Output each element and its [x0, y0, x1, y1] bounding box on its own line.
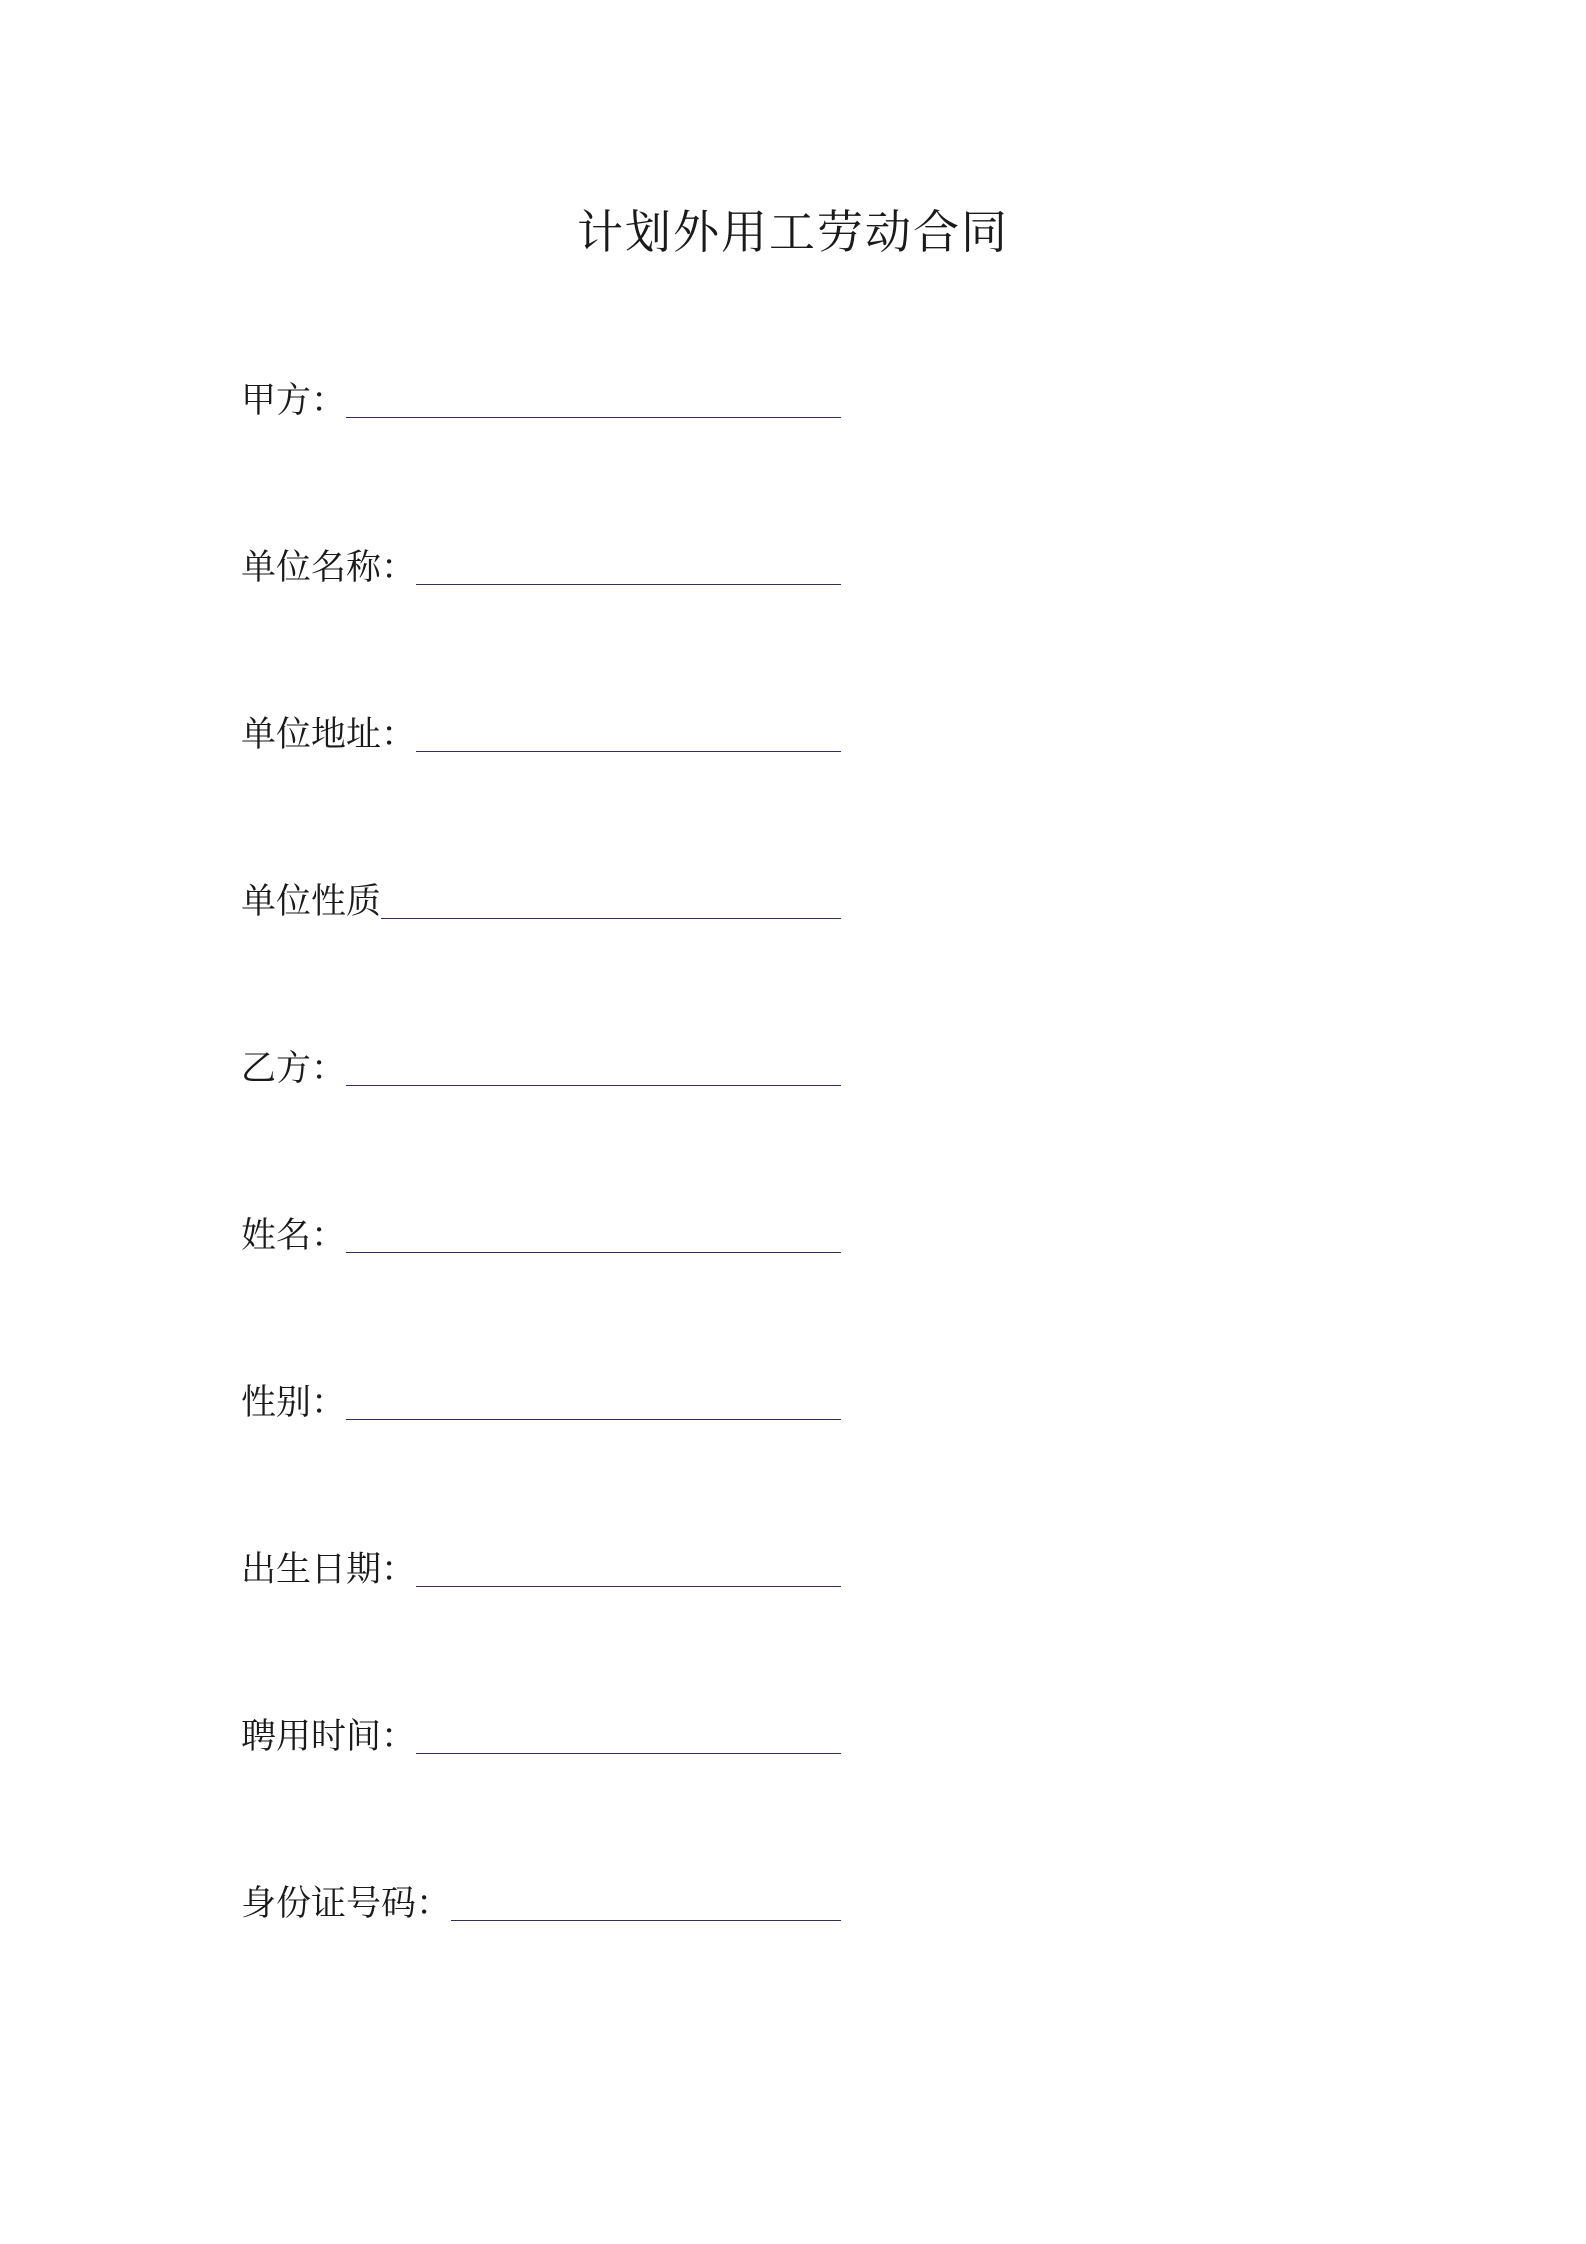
field-label: 单位名称： — [241, 548, 417, 588]
fill-in-line[interactable] — [451, 1919, 841, 1921]
field-label: 身份证号码： — [241, 1884, 452, 1924]
fill-in-line[interactable] — [346, 1084, 841, 1086]
field-label: 甲方： — [241, 381, 347, 421]
field-label: 聘用时间： — [241, 1717, 417, 1757]
employment-time-field — [241, 1714, 841, 1760]
unit-address-field — [241, 712, 841, 758]
fill-in-line[interactable] — [416, 750, 841, 752]
fill-in-line[interactable] — [416, 583, 841, 585]
field-label: 单位地址： — [241, 715, 417, 755]
field-label: 姓名： — [241, 1216, 347, 1256]
gender-field — [241, 1380, 841, 1426]
field-label: 性别： — [241, 1383, 347, 1423]
unit-nature-field — [241, 879, 841, 925]
fill-in-line[interactable] — [416, 1585, 841, 1587]
name-field — [241, 1213, 841, 1259]
birth-date-field — [241, 1547, 841, 1593]
fill-in-line[interactable] — [381, 917, 841, 919]
document-title: 计划外用工劳动合同 — [577, 205, 1009, 259]
field-label: 单位性质 — [241, 882, 382, 922]
field-label: 出生日期： — [241, 1550, 417, 1590]
fill-in-line[interactable] — [346, 416, 841, 418]
id-number-field — [241, 1881, 841, 1927]
fill-in-line[interactable] — [346, 1251, 841, 1253]
party-a-field — [241, 378, 841, 424]
fill-in-line[interactable] — [416, 1752, 841, 1754]
party-b-field — [241, 1046, 841, 1092]
field-label: 乙方： — [241, 1049, 347, 1089]
unit-name-field — [241, 545, 841, 591]
fill-in-line[interactable] — [346, 1418, 841, 1420]
